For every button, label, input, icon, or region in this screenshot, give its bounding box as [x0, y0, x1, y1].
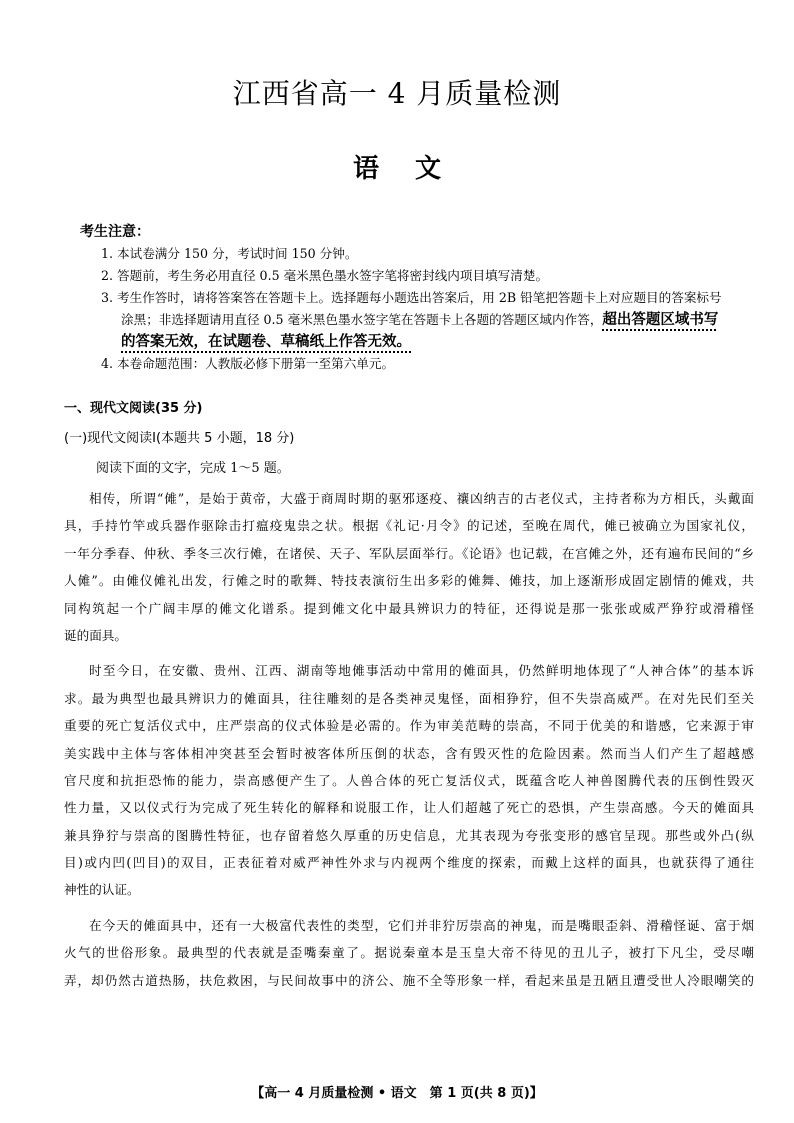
- notice-heading: 考生注意：: [80, 224, 150, 240]
- page-footer: 【高一 4 月质量检测 • 语文 第 1 页(共 8 页)】: [251, 1086, 543, 1101]
- notice-item-3-line-1: 3. 考生作答时，请将答案答在答题卡上。选择题每小题选出答案后，用 2B 铅笔把答题卡上对应题目的答案标号: [101, 290, 722, 305]
- passage-line: 在今天的傩面具中，还有一大极富代表性的类型，它们并非狞厉崇高的神鬼，而是嘴眼歪斜、滑稽怪诞、富于烟: [89, 917, 754, 933]
- passage-line: 时至今日，在安徽、贵州、江西、湖南等地傩事活动中常用的傩面具，仍然鲜明地体现了“人神合体”的基本诉: [89, 663, 754, 679]
- passage-line: 重要的死亡复活仪式中，庄严崇高的仪式体验是必需的。作为审美范畴的崇高，不同于优美的和谐感，它来源于审: [64, 718, 754, 734]
- paragraph-spacer: [64, 649, 754, 657]
- notice-item-4: 4. 本卷命题范围：人教版必修下册第一至第六单元。: [101, 356, 395, 371]
- notice-item-3-line-3: [80, 331, 780, 353]
- passage-paragraph: [64, 657, 754, 904]
- notice-item-3-line-2: [80, 309, 780, 331]
- passage-line: 具，手持竹竿或兵器作驱除击打瘟疫鬼祟之状。根据《礼记·月令》的记述，至晚在周代，傩已被确立为国家礼仪，: [64, 518, 754, 534]
- passage-line: 神性的认证。: [64, 882, 140, 898]
- notice-item-1: 1. 本试卷满分 150 分，考试时间 150 分钟。: [101, 246, 358, 261]
- passage-line: 目)或内凹(凹目)的双目，正表征着对威严神性外求与内视两个维度的探索，而戴上这样的面具，也就获得了通往: [64, 855, 754, 871]
- passage-line: 人傩”。由傩仪傩礼出发，行傩之时的歌舞、特技表演衍生出多彩的傩舞、傩技，加上逐渐形成固定剧情的傩戏，共: [64, 573, 754, 589]
- passage-line: 弄，却仍然古道热肠，扶危救困，与民间故事中的济公、施不全等形象一样，看起来虽是丑陋且遭受世人冷眼嘲笑的: [64, 972, 754, 988]
- reading-passage: [64, 485, 754, 994]
- passage-line: 相传，所谓“傩”，是始于黄帝，大盛于商周时期的驱邪逐疫、禳凶纳吉的古老仪式，主持者称为方相氏，头戴面: [89, 491, 754, 506]
- subject-title: 语文: [352, 154, 477, 184]
- passage-line: 一年分季春、仲秋、季冬三次行傩，在诸侯、天子、军队层面举行。《论语》也记载，在宫傩之外，还有遍布民间的“乡: [64, 545, 754, 561]
- passage-line: 同构筑起一个广阔丰厚的傩文化谱系。提到傩文化中最具辨识力的特征，还得说是那一张张或威严狰狞或滑稽怪: [64, 600, 754, 616]
- exam-title: 江西省高一 4 月质量检测: [232, 77, 562, 110]
- paragraph-spacer: [64, 904, 754, 912]
- reading-instruction: 阅读下面的文字，完成 1～5 题。: [96, 461, 290, 476]
- passage-line: 官尺度和抗拒恐怖的能力，崇高感便产生了。人兽合体的死亡复活仪式，既蕴含吃人神兽图腾代表的压倒性毁灭: [64, 772, 754, 788]
- notice-item-3-text: 涂黑；非选择题请用直径 0.5 毫米黑色墨水签字笔在答题卡上各题的答题区域内作答，: [121, 312, 603, 327]
- notice-item-2: 2. 答题前，考生务必用直径 0.5 毫米黑色墨水签字笔将密封线内项目填写清楚。: [101, 268, 549, 283]
- passage-paragraph: [64, 485, 754, 649]
- notice-emphasis: 超出答题区域书写: [602, 312, 719, 328]
- section-heading: 一、现代文阅读(35 分): [64, 401, 203, 416]
- candidate-notice: [80, 221, 780, 375]
- passage-line: 诞的面具。: [64, 627, 127, 643]
- subsection-heading: (一)现代文阅读Ⅰ(本题共 5 小题，18 分): [64, 431, 295, 446]
- passage-line: 兼具狰狞与崇高的图腾性特征，也存留着悠久厚重的历史信息，尤其表现为夸张变形的感官呈现。那些或外凸(纵: [64, 827, 754, 843]
- passage-line: 火气的世俗形象。最典型的代表就是歪嘴秦童了。据说秦童本是玉皇大帝不待见的丑儿子，被打下凡尘，受尽嘲: [64, 945, 754, 961]
- passage-line: 性力量，又以仪式行为完成了死生转化的解释和说服工作，让人们超越了死亡的恐惧，产生崇高感。今天的傩面具: [64, 800, 754, 816]
- passage-line: 美实践中主体与客体相冲突甚至会暂时被客体所压倒的状态，含有毁灭性的危险因素。然而当人们产生了超越感: [64, 745, 754, 761]
- passage-line: 求。最为典型也最具辨识力的傩面具，往往雕刻的是各类神灵鬼怪，面相狰狞，但不失崇高威严。在对先民们至关: [64, 690, 754, 706]
- notice-emphasis-2: 的答案无效，在试题卷、草稿纸上作答无效。: [121, 334, 411, 350]
- passage-paragraph: [64, 912, 754, 994]
